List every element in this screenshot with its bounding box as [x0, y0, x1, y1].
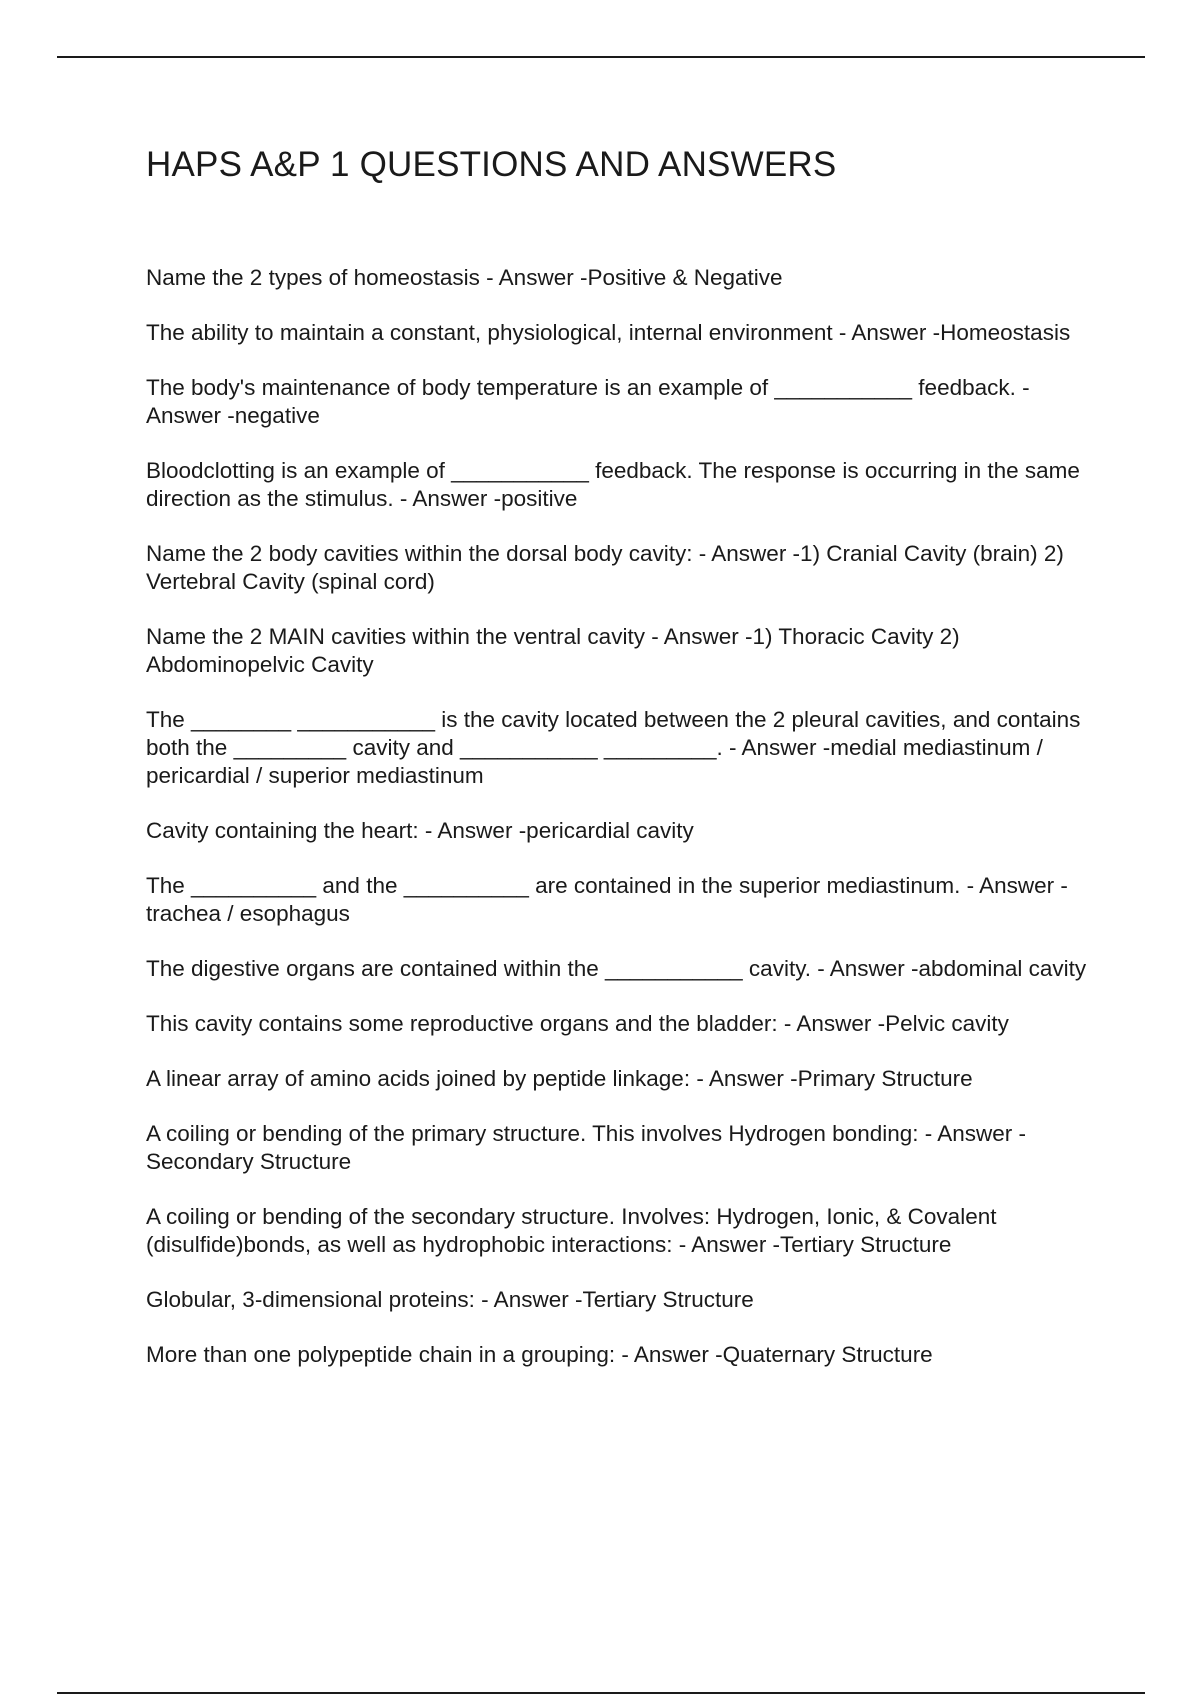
qa-item: A linear array of amino acids joined by peptide linkage: - Answer -Primary Structure — [146, 1066, 973, 1091]
qa-item: Cavity containing the heart: - Answer -pericardial cavity — [146, 818, 694, 843]
bottom-rule — [57, 1692, 1145, 1694]
qa-item: Name the 2 MAIN cavities within the ventral cavity - Answer -1) Thoracic Cavity 2) Abdominopelvic Cavity — [146, 624, 960, 677]
qa-item: Globular, 3-dimensional proteins: - Answer -Tertiary Structure — [146, 1287, 754, 1312]
page-title: HAPS A&P 1 QUESTIONS AND ANSWERS — [146, 145, 837, 184]
qa-item: Name the 2 body cavities within the dorsal body cavity: - Answer -1) Cranial Cavity (brain) 2) Vertebral Cavity (spinal cord) — [146, 541, 1064, 594]
page-content — [146, 140, 1096, 1396]
top-rule — [57, 56, 1145, 58]
qa-item: The body's maintenance of body temperature is an example of ___________ feedback. - Answer -negative — [146, 375, 1030, 428]
qa-item: Bloodclotting is an example of ___________ feedback. The response is occurring in the same direction as the stimulus. - Answer -positive — [146, 458, 1080, 511]
qa-item: The ________ ___________ is the cavity located between the 2 pleural cavities, and contains both the _________ cavity and ___________ _________. - Answer -medial mediastinum / pericardial / superior mediastinum — [146, 707, 1081, 788]
qa-list — [146, 264, 1096, 1369]
qa-item: The ability to maintain a constant, physiological, internal environment - Answer -Homeostasis — [146, 320, 1071, 345]
qa-item: More than one polypeptide chain in a grouping: - Answer -Quaternary Structure — [146, 1342, 933, 1367]
qa-item: A coiling or bending of the secondary structure. Involves: Hydrogen, Ionic, & Covalent (disulfide)bonds, as well as hydrophobic interactions: - Answer -Tertiary Structure — [146, 1204, 997, 1257]
qa-item: A coiling or bending of the primary structure. This involves Hydrogen bonding: - Answer -Secondary Structure — [146, 1121, 1027, 1174]
qa-item: The __________ and the __________ are contained in the superior mediastinum. - Answer -trachea / esophagus — [146, 873, 1068, 926]
qa-item: This cavity contains some reproductive organs and the bladder: - Answer -Pelvic cavity — [146, 1011, 1009, 1036]
qa-item: Name the 2 types of homeostasis - Answer -Positive & Negative — [146, 265, 783, 290]
qa-item: The digestive organs are contained within the ___________ cavity. - Answer -abdominal cavity — [146, 956, 1087, 981]
